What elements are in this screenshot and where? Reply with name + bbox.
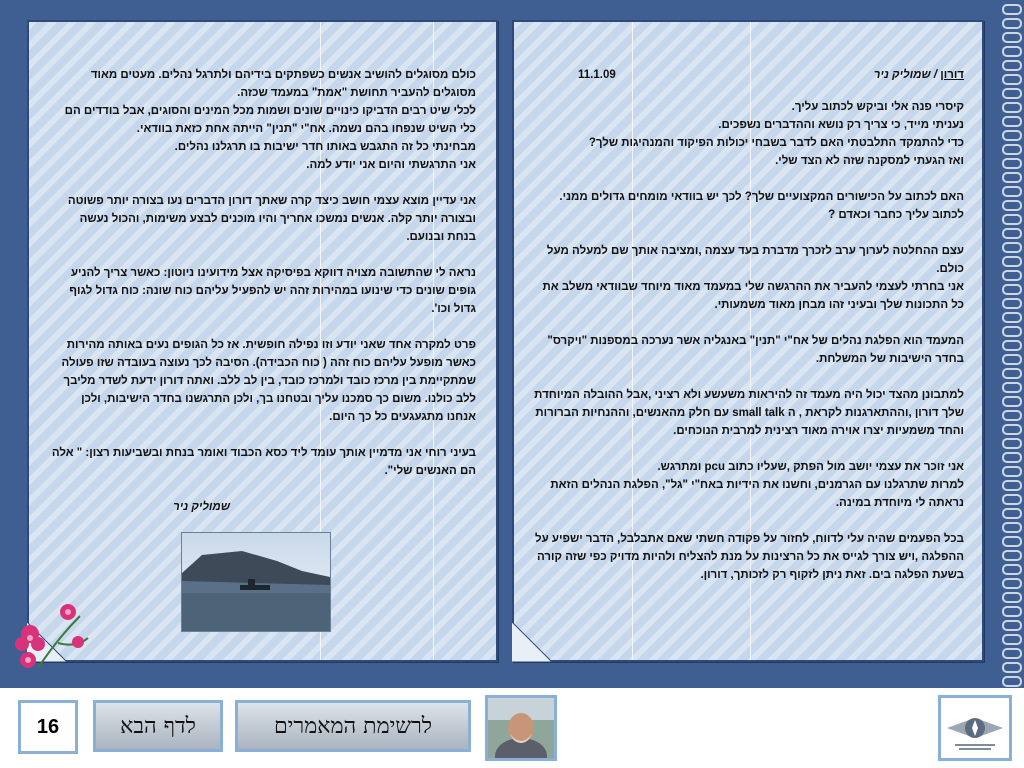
spiral-ring	[1002, 368, 1022, 379]
spiral-ring	[1002, 606, 1022, 617]
to-label: דורון	[940, 69, 964, 81]
right-header	[534, 66, 964, 84]
spiral-ring	[1002, 158, 1022, 169]
submarine-photo	[181, 532, 331, 632]
spiral-ring	[1002, 326, 1022, 337]
right-paragraph-2: האם לכתוב על הכישורים המקצועיים שלך? לכך יש בוודאי מומחים גדולים ממני. לכתוב עליך כחבר וכאדם ?	[559, 191, 964, 221]
left-paragraph-1: כולם מסוגלים להושיב אנשים כשפתקים בידיהם ולתרגל נהלים. מעטים מאוד מסוגלים להעביר תחושת "אמת" במעמד שכזה. לכלי שיט רבים הדביקו כינויים שונים ושמות מכל המינים והסוגים, אבל בודדים הם כלי השיט שנפחו בהם נשמה. אח"י "תנין" הייתה אחת כזאת בוודאי. מבחינתי כל זה התגבש באותו חדר ישיבות בו תרגלנו נהלים. אני התרגשתי והיום אני יודע למה.	[64, 69, 476, 171]
spiral-ring	[1002, 564, 1022, 575]
spiral-ring	[1002, 466, 1022, 477]
spiral-ring	[1002, 60, 1022, 71]
spiral-ring	[1002, 676, 1022, 687]
spiral-ring	[1002, 592, 1022, 603]
right-paragraph-4: המעמד הוא הפלגת נהלים של אח"י "תנין" באנגליה אשר נערכה במספנות "ויקרס" בחדר הישיבות של המשלחת.	[547, 335, 964, 365]
spiral-ring	[1002, 46, 1022, 57]
spiral-ring	[1002, 494, 1022, 505]
spiral-ring	[1002, 116, 1022, 127]
spiral-ring	[1002, 452, 1022, 463]
spiral-binding	[1006, 0, 1024, 688]
spiral-ring	[1002, 284, 1022, 295]
spiral-ring	[1002, 172, 1022, 183]
spiral-ring	[1002, 382, 1022, 393]
left-paragraph-5: בעיני רוחי אני מדמיין אותך עומד ליד כסא הכבוד ואומר בנחת ובשביעות רצון: " אלה הם האנשים שלי".	[51, 447, 476, 477]
spiral-ring	[1002, 18, 1022, 29]
spiral-ring	[1002, 480, 1022, 491]
right-paragraph-3: עצם ההחלטה לערוך ערב לזכרך מדברת בעד עצמה ,ומציבה אותך שם למעלה מעל כולם. אני בחרתי לעצמי להעביר את ההרגשה שלי במעמד מאוד מיוחד שבוודאי משלב את כל התכונות שלך ובעיני זהו מבחן מאוד משמעותי.	[542, 245, 964, 311]
spiral-ring	[1002, 550, 1022, 561]
spiral-ring	[1002, 410, 1022, 421]
signature: שמוליק ניר	[173, 501, 230, 513]
flower-decoration	[8, 598, 98, 678]
spiral-ring	[1002, 256, 1022, 267]
spiral-ring	[1002, 214, 1022, 225]
spiral-ring	[1002, 312, 1022, 323]
spiral-ring	[1002, 228, 1022, 239]
spiral-ring	[1002, 270, 1022, 281]
spiral-ring	[1002, 620, 1022, 631]
right-paragraph-7: בכל הפעמים שהיה עלי לדווח, לחזור על פקודה חשתי שאם אתבלבל, הדבר ישפיע על ההפלגה ,ויש צורך לגייס את כל הרצינות על מנת להצליח ולהיות מדויק כפי שזה קורה בשעת הפלגה בים. זאת ניתן לזקוף רק לזכותך, דורון.	[535, 533, 964, 581]
spiral-ring	[1002, 354, 1022, 365]
author-name: / שמוליק ניר	[873, 69, 941, 81]
spiral-ring	[1002, 130, 1022, 141]
emblem-logo[interactable]	[938, 695, 1012, 761]
left-article	[51, 66, 476, 534]
spiral-ring	[1002, 396, 1022, 407]
left-paragraph-2: אני עדיין מוצא עצמי חושב כיצד קרה שאתך דורון הדברים נעו בצורה יותר פשוטה ובצורה יותר קלה. אנשים נמשכו אחריך והיו מוכנים לבצע משימות, והכול נעשה בנחת ובנועם.	[67, 195, 476, 243]
page-number: 16	[18, 700, 78, 754]
spiral-ring	[1002, 648, 1022, 659]
spiral-ring	[1002, 340, 1022, 351]
spiral-ring	[1002, 200, 1022, 211]
next-page-button[interactable]: לדף הבא	[93, 700, 223, 752]
spiral-ring	[1002, 102, 1022, 113]
spiral-ring	[1002, 88, 1022, 99]
right-paragraph-1: קיסרי פנה אלי וביקש לכתוב עליך. נעניתי מייד, כי צריך רק נושא וההדברים נשפכים. כדי להתמקד התלבטתי האם לדבר בשבחי יכולות הפיקוד והמנהיגות שלך? ואז הגעתי למסקנה שזה לא הצד שלי.	[588, 101, 964, 167]
spiral-ring	[1002, 662, 1022, 673]
spiral-ring	[1002, 634, 1022, 645]
spiral-ring	[1002, 536, 1022, 547]
spiral-ring	[1002, 578, 1022, 589]
left-paragraph-3: נראה לי שהתשובה מצויה דווקא בפיסיקה אצל מידועינו ניוטון: כאשר צריך להניע גופים שונים כדי שינועו במהירות זהה יש להפעיל עליהם כוח שונה: כוח גדול לגוף גדול וכו'.	[69, 267, 476, 315]
portrait-photo[interactable]	[485, 695, 557, 761]
spiral-ring	[1002, 32, 1022, 43]
article-date: 11.1.09	[578, 69, 616, 81]
spiral-ring	[1002, 144, 1022, 155]
right-page	[512, 20, 984, 662]
right-paragraph-5: למתבונן מהצד יכול היה מעמד זה להיראות משעשע ולא רציני ,אבל ההובלה המיוחדת שלך דורון ,וההתארגנות לקראת , ה small talk עם חלק מהאנשים, וההנחיות הברורות והחד משמעיות יצרו אוירה מאוד רצינית למרבית הנוכחים.	[534, 389, 964, 437]
left-page	[27, 20, 498, 662]
spiral-ring	[1002, 242, 1022, 253]
articles-list-button[interactable]: לרשימת המאמרים	[235, 700, 471, 752]
spiral-ring	[1002, 522, 1022, 533]
left-paragraph-4: פרט למקרה אחד שאני יודע וזו נפילה חופשית. אז כל הגופים נעים באותה מהירות כאשר מופעל עליהם כוח זהה ( כוח הכבידה). הסיבה לכך נעוצה בעובדה שזו פעולה שמתקיימת בין מרכז כובד ולמרכז כובד, בין לב ללב. ואתה דורון ידעת לשדר מליבך ללב כולנו. משום כך סמכנו עליך ובטחנו בך, ולכן התרגשנו בחדר הישיבות, ולכן אנחנו מתגעגעים כל כך היום.	[61, 339, 476, 423]
page-fold	[512, 622, 552, 662]
spiral-ring	[1002, 424, 1022, 435]
spiral-ring	[1002, 438, 1022, 449]
spiral-ring	[1002, 298, 1022, 309]
spiral-ring	[1002, 74, 1022, 85]
spiral-ring	[1002, 186, 1022, 197]
right-article	[534, 66, 964, 602]
spiral-ring	[1002, 508, 1022, 519]
right-paragraph-6: אני זוכר את עצמי יושב מול הפתק ,שעליו כתוב pcu ומתרגש. למרות שתרגלנו עם הגרמנים, וחשנו את הידיות באח"י "גל", הפלגת הנהלים הזאת נראתה לי מיוחדת במינה.	[550, 461, 964, 509]
spiral-ring	[1002, 4, 1022, 15]
